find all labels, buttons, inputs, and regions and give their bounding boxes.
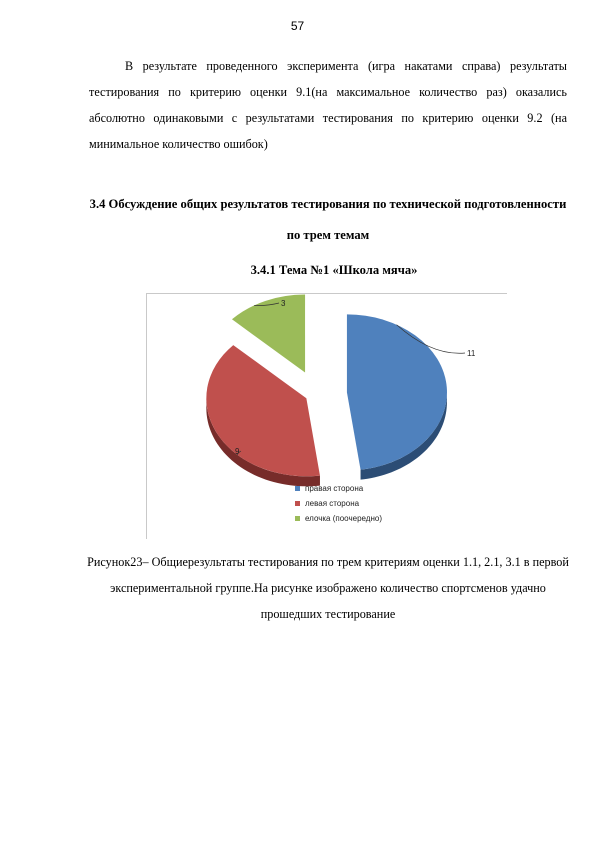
legend-swatch xyxy=(295,486,300,491)
legend-swatch xyxy=(295,516,300,521)
figure-caption: Рисунок23– Общиерезультаты тестирования по трем критериям оценки 1.1, 2.1, 3.1 в первой экспериментальной группе.На рисунке изображено количество спортсменов удачно прошедших тестирование xyxy=(87,555,569,621)
pie-data-label: 11 xyxy=(467,349,476,358)
page-number: 57 xyxy=(290,19,305,33)
legend-entry: правая сторона xyxy=(305,484,364,493)
chart-frame xyxy=(146,293,507,539)
legend-entry: елочка (поочередно) xyxy=(305,514,382,523)
legend-swatch xyxy=(295,501,300,506)
pie-slice xyxy=(347,314,447,469)
pie-data-label: 3 xyxy=(281,299,286,308)
pie-data-label: 9 xyxy=(235,447,240,456)
subsection-heading: 3.4.1 Тема №1 «Школа мяча» xyxy=(250,263,418,277)
legend-entry: левая сторона xyxy=(305,499,360,508)
section-heading: 3.4 Обсуждение общих результатов тестирования по технической подготовленности по трем темам xyxy=(89,197,567,242)
pie-chart xyxy=(147,294,507,539)
body-paragraph: В результате проведенного эксперимента (игра накатами справа) результаты тестирования по критерию оценки 9.1(на максимальное количество раз) оказались абсолютно одинаковыми с результатами тестирования по критерию оценки 9.2 (на минимальное количество ошибок) xyxy=(89,59,567,151)
